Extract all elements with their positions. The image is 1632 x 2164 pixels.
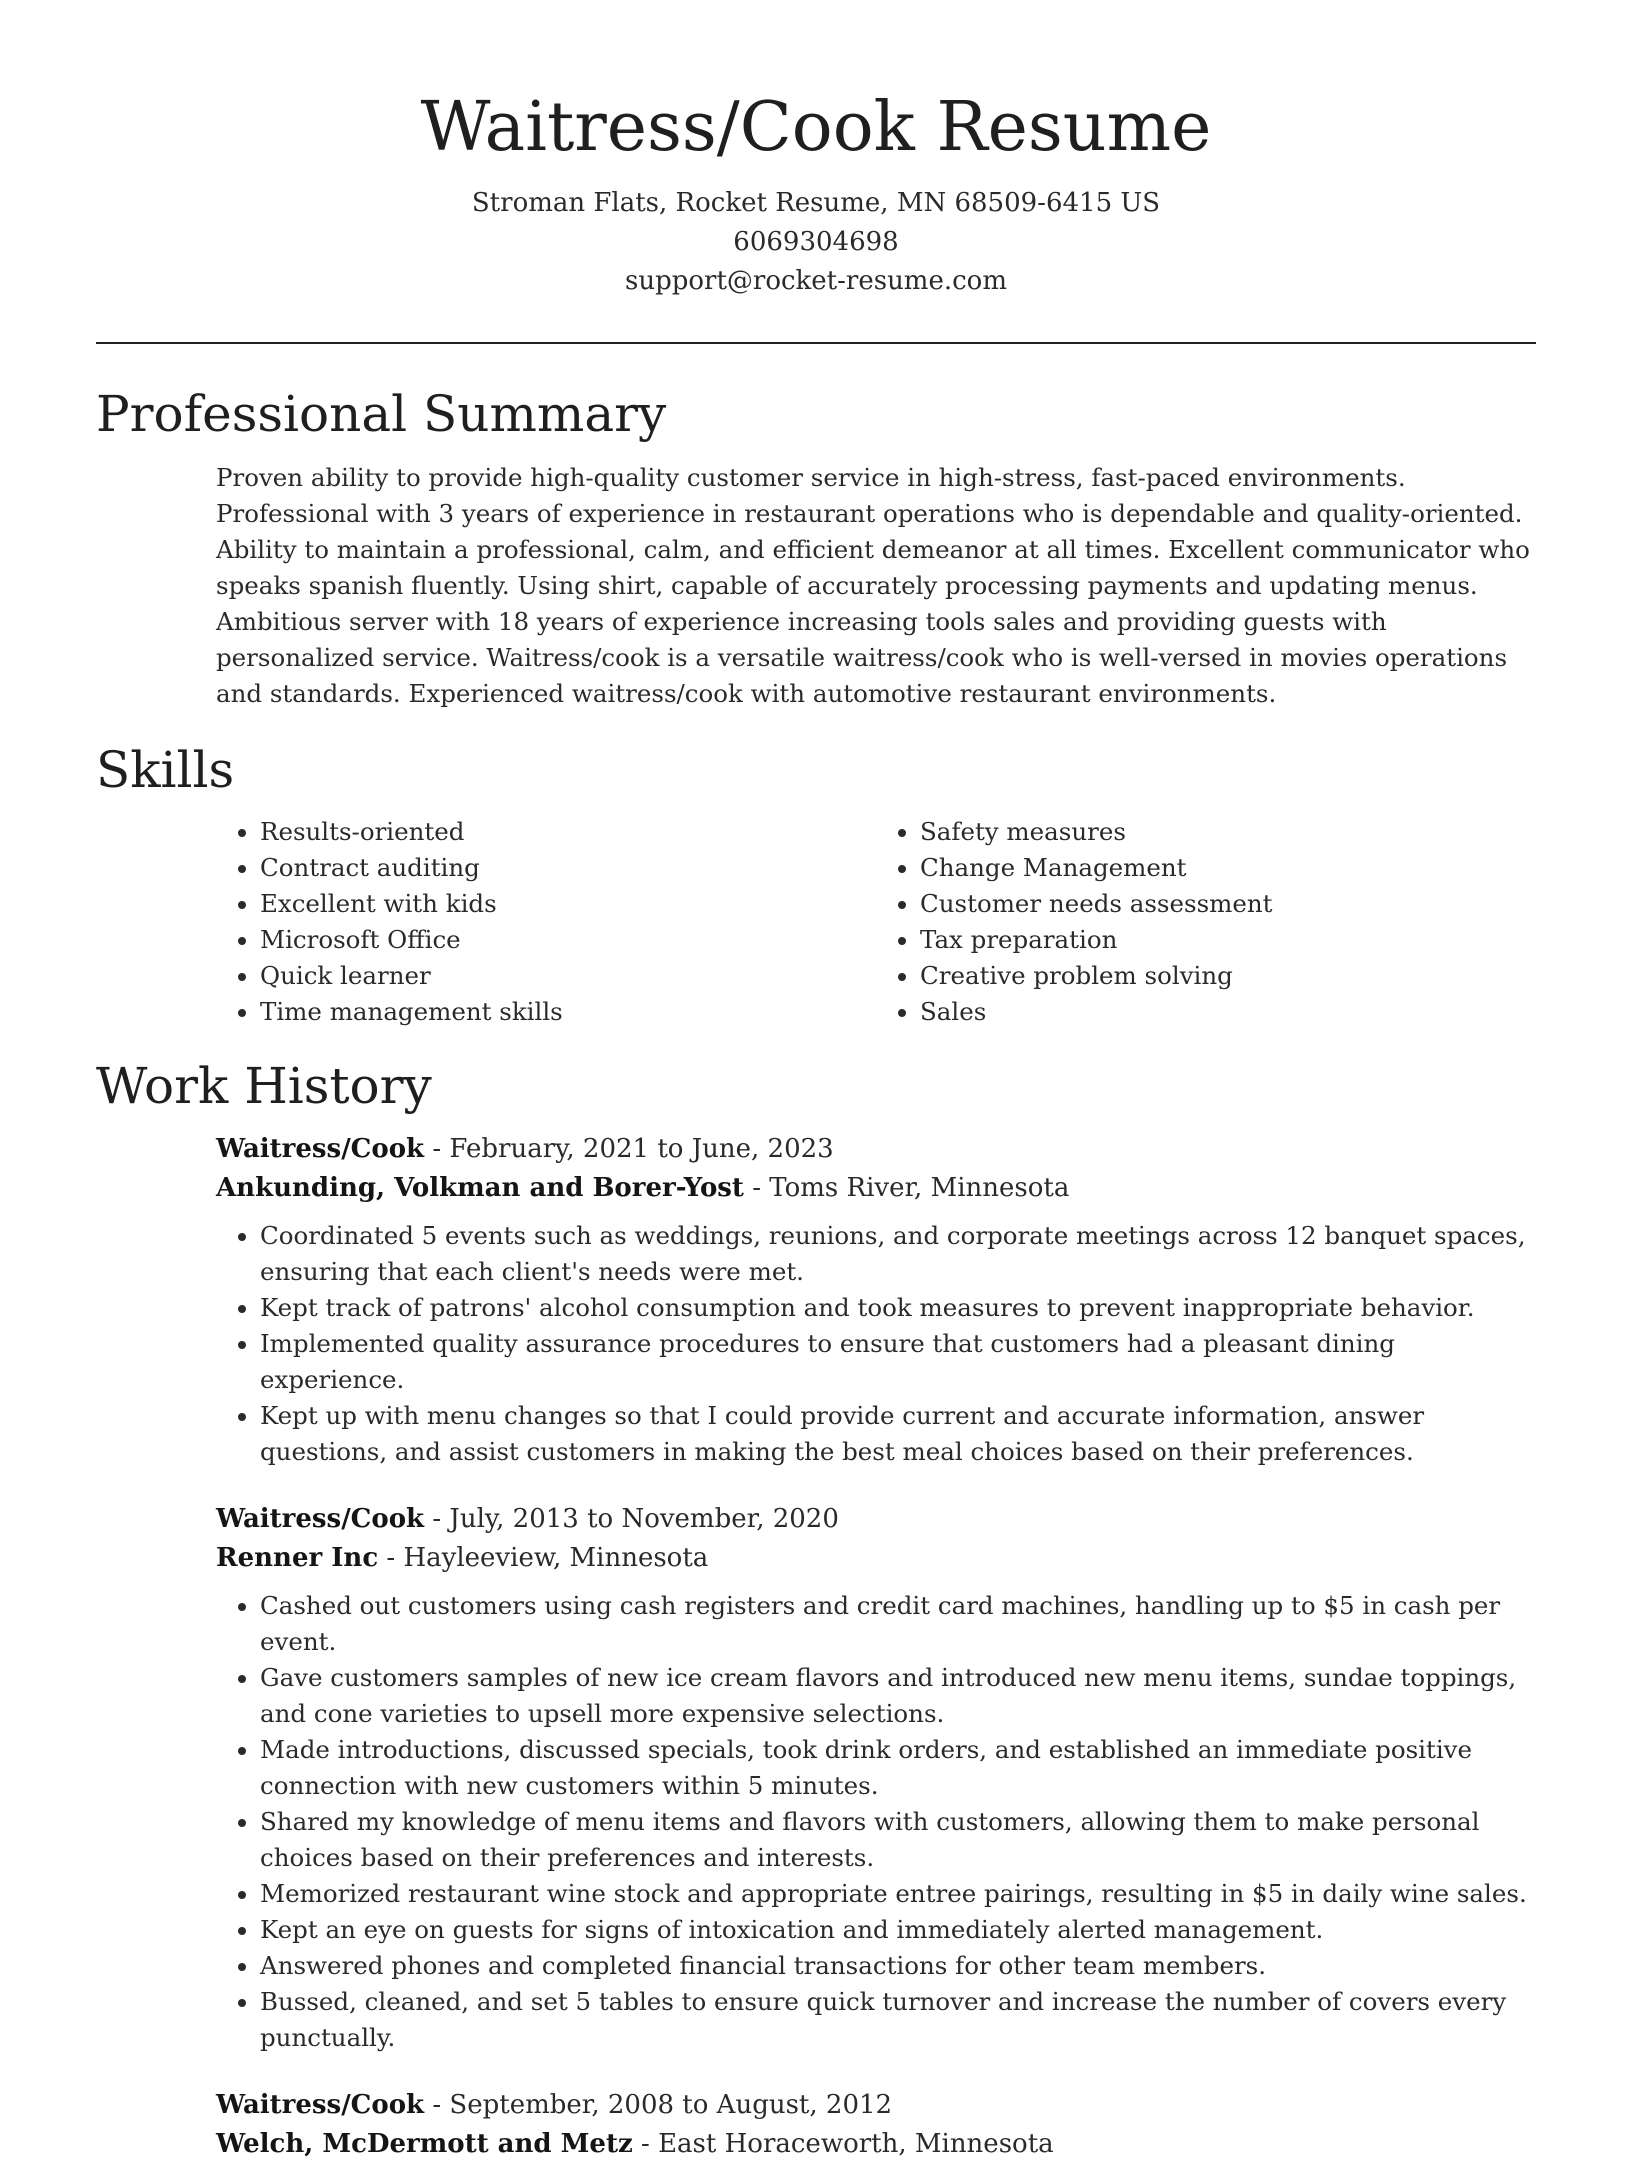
duty-item: • Shared my knowledge of menu items and flavors with customers, allowing them to make personal choices based on their preferences and interests. xyxy=(260,1804,1536,1876)
duty-item: • Cashed out customers using cash registers and credit card machines, handling up to $5 in cash per event. xyxy=(260,1588,1536,1660)
skill-item: • Contract auditing xyxy=(260,850,876,886)
contact-email: support@rocket-resume.com xyxy=(624,266,1007,296)
contact-address: Stroman Flats, Rocket Resume, MN 68509-6415 US xyxy=(471,188,1161,218)
job-entry xyxy=(216,1130,1536,1470)
duty-item: • Answered phones and completed financial transactions for other team members. xyxy=(260,1948,1536,1984)
skills-heading: Skills xyxy=(96,741,235,799)
duty-item: • Memorized restaurant wine stock and appropriate entree pairings, resulting in $5 in daily wine sales. xyxy=(260,1876,1536,1912)
job-company-line xyxy=(216,2125,1536,2164)
job-entry xyxy=(216,2086,1536,2164)
skill-item: • Microsoft Office xyxy=(260,922,876,958)
professional-summary-section xyxy=(96,380,1536,712)
duty-item: • Made introductions, discussed specials, took drink orders, and established an immediate positive connection with new customers within 5 minutes. xyxy=(260,1732,1536,1804)
job-separator: - xyxy=(752,1173,770,1203)
job-company-line xyxy=(216,1169,1536,1208)
job-dates: July, 2013 to November, 2020 xyxy=(449,1504,839,1534)
skill-item: • Change Management xyxy=(920,850,1536,886)
duty-item: • Coordinated 5 events such as weddings, reunions, and corporate meetings across 12 banquet spaces, ensuring that each client's needs were met. xyxy=(260,1218,1536,1290)
skill-item: • Tax preparation xyxy=(920,922,1536,958)
summary-text: Proven ability to provide high-quality customer service in high-stress, fast-paced environments. Professional with 3 years of experience in restaurant operations who is dependable and quality-oriented. Ability to maintain a professional, calm, and efficient demeanor at all times. Excellent communicator who speaks spanish fluently. Using shirt, capable of accurately processing payments and updating menus. Ambitious server with 18 years of experience increasing tools sales and providing guests with personalized service. Waitress/cook is a versatile waitress/cook who is well-versed in movies operations and standards. Experienced waitress/cook with automotive restaurant environments. xyxy=(216,463,1530,708)
skill-item: • Customer needs assessment xyxy=(920,886,1536,922)
summary-heading: Professional Summary xyxy=(96,385,667,443)
job-separator: - xyxy=(432,1504,450,1534)
resume-content xyxy=(96,380,1536,2164)
contact-block xyxy=(96,184,1536,301)
contact-phone: 6069304698 xyxy=(733,227,899,257)
job-title: Waitress/Cook xyxy=(216,1134,425,1164)
skills-list-left xyxy=(216,814,876,1030)
job-company-line xyxy=(216,1539,1536,1578)
job-duties-list xyxy=(216,1218,1536,1470)
job-title: Waitress/Cook xyxy=(216,1504,425,1534)
job-company: Ankunding, Volkman and Borer-Yost xyxy=(216,1173,744,1203)
resume-title: Waitress/Cook Resume xyxy=(420,88,1212,167)
job-title-line xyxy=(216,1130,1536,1169)
resume-header xyxy=(96,82,1536,301)
skill-item: • Sales xyxy=(920,994,1536,1030)
job-company: Renner Inc xyxy=(216,1543,379,1573)
job-company: Welch, McDermott and Metz xyxy=(216,2129,633,2159)
skills-grid xyxy=(216,814,1536,1030)
job-duties-list xyxy=(216,1588,1536,2056)
job-separator: - xyxy=(641,2129,659,2159)
job-separator: - xyxy=(432,1134,450,1164)
skill-item: • Quick learner xyxy=(260,958,876,994)
job-location: Toms River, Minnesota xyxy=(769,1173,1070,1203)
job-separator: - xyxy=(432,2090,450,2120)
skill-item: • Results-oriented xyxy=(260,814,876,850)
duty-item: • Bussed, cleaned, and set 5 tables to ensure quick turnover and increase the number of covers every punctually. xyxy=(260,1984,1536,2056)
skill-item: • Excellent with kids xyxy=(260,886,876,922)
job-dates: September, 2008 to August, 2012 xyxy=(449,2090,893,2120)
job-location: Hayleeview, Minnesota xyxy=(403,1543,709,1573)
duty-item: • Implemented quality assurance procedures to ensure that customers had a pleasant dining experience. xyxy=(260,1326,1536,1398)
job-entry xyxy=(216,1500,1536,2056)
job-dates: February, 2021 to June, 2023 xyxy=(449,1134,834,1164)
job-separator: - xyxy=(386,1543,404,1573)
skill-item: • Time management skills xyxy=(260,994,876,1030)
duty-item: • Kept up with menu changes so that I could provide current and accurate information, answer questions, and assist customers in making the best meal choices based on their preferences. xyxy=(260,1398,1536,1470)
job-title-line xyxy=(216,1500,1536,1539)
job-location: East Horaceworth, Minnesota xyxy=(658,2129,1054,2159)
work-history-section xyxy=(96,1052,1536,2164)
work-history-heading: Work History xyxy=(96,1057,432,1115)
skills-list-right xyxy=(876,814,1536,1030)
skill-item: • Safety measures xyxy=(920,814,1536,850)
skills-section xyxy=(96,736,1536,1030)
duty-item: • Kept an eye on guests for signs of intoxication and immediately alerted management. xyxy=(260,1912,1536,1948)
duty-item: • Kept track of patrons' alcohol consumption and took measures to prevent inappropriate behavior. xyxy=(260,1290,1536,1326)
skill-item: • Creative problem solving xyxy=(920,958,1536,994)
header-divider xyxy=(96,342,1536,344)
job-title: Waitress/Cook xyxy=(216,2090,425,2120)
duty-item: • Gave customers samples of new ice cream flavors and introduced new menu items, sundae toppings, and cone varieties to upsell more expensive selections. xyxy=(260,1660,1536,1732)
job-title-line xyxy=(216,2086,1536,2125)
